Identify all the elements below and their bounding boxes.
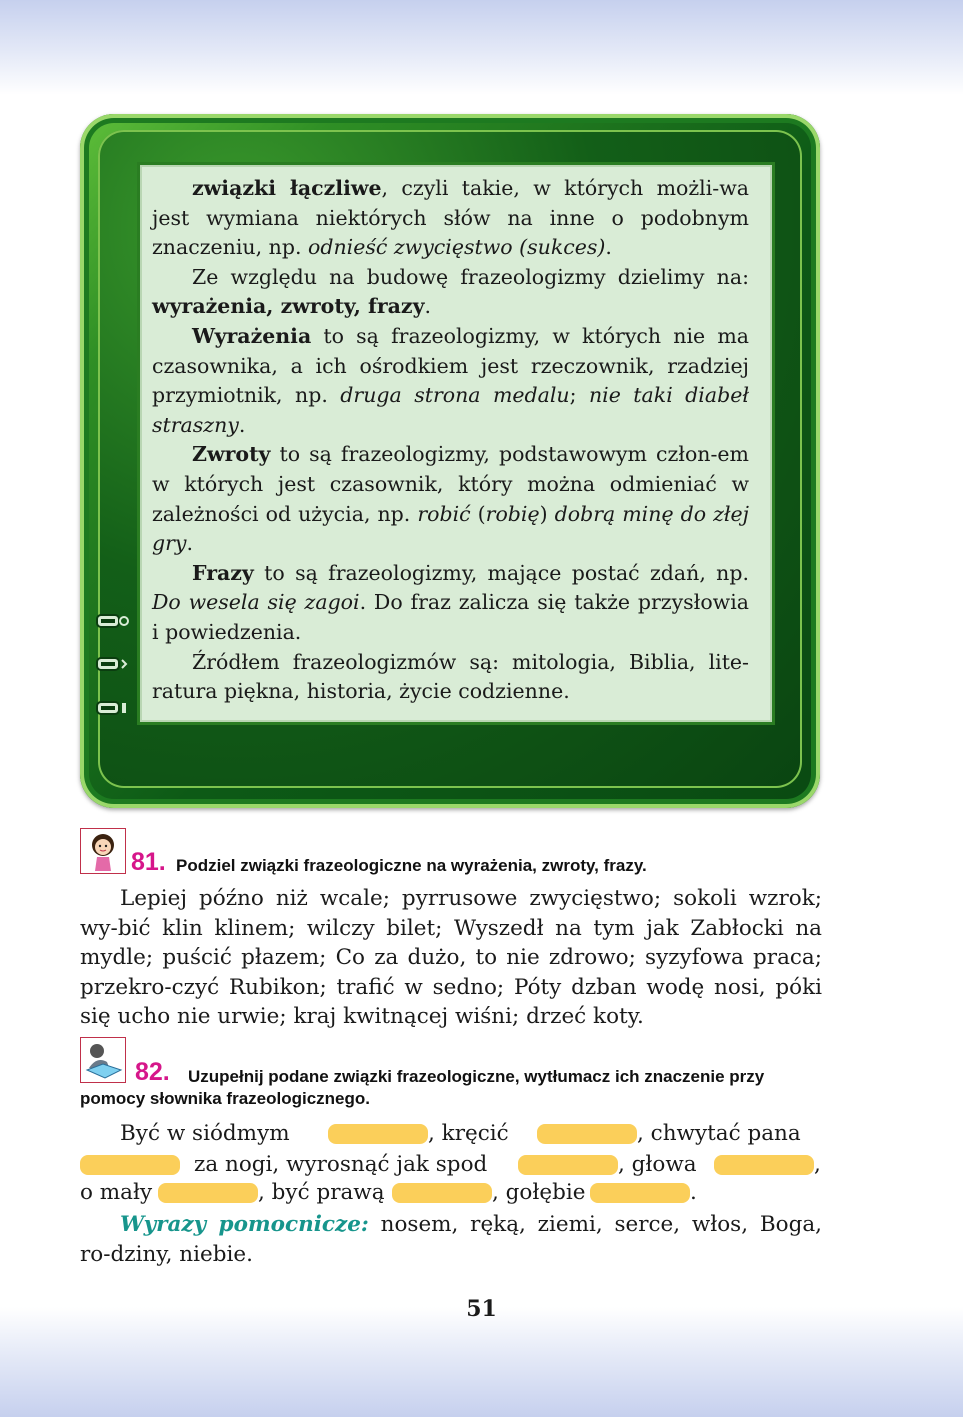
frame-text-segment: to są frazeologizmy, w których nie ma czasownika, a ich ośrodkiem jest rzeczownik, rzadziej przymiotnik, np.	[152, 323, 749, 408]
frame-text-segment: ;	[569, 383, 589, 408]
frame-text-segment: to są frazeologizmy, mające postać zdań, np.	[253, 560, 749, 585]
frame-text-segment: .	[238, 412, 246, 437]
fill-text: za nogi, wyrosnąć jak spod	[194, 1152, 488, 1177]
answer-blank[interactable]	[80, 1155, 180, 1175]
helper-words-block	[80, 1210, 822, 1269]
frame-paragraph	[152, 174, 749, 263]
page-number: 51	[466, 1296, 497, 1322]
frame-text-segment: Ze względu na budowę frazeologizmy dzielimy na:	[192, 264, 749, 289]
frame-text-segment: dobrą minę do złej gry	[152, 501, 749, 556]
answer-blank[interactable]	[590, 1183, 690, 1203]
frame-text-segment: , czyli takie, w których możli-wa jest wymiana niektórych słów na inne o podobnym znaczeniu, np.	[152, 176, 749, 260]
frame-paragraph	[152, 648, 749, 707]
frame-text-segment: Zwroty	[192, 442, 271, 467]
fill-text: , kręcić	[428, 1121, 509, 1146]
tablet-button-icon	[96, 700, 130, 716]
exercise-81-text	[80, 884, 822, 1032]
frame-text-segment: . Do fraz zalicza się także przysłowia i powiedzenia.	[152, 590, 749, 644]
answer-blank[interactable]	[518, 1155, 618, 1175]
frame-text-segment: )	[539, 501, 555, 526]
frame-text-segment: Do wesela się zagoi	[152, 590, 360, 615]
answer-blank[interactable]	[537, 1124, 637, 1144]
fill-text: , głowa	[618, 1152, 697, 1177]
frame-text-segment: druga strona medalu	[340, 383, 570, 408]
frame-text-segment: nie taki diabeł straszny	[152, 383, 749, 437]
fill-text: .	[690, 1180, 697, 1205]
frame-text-segment: .	[186, 531, 194, 556]
fill-line-2	[80, 1150, 822, 1179]
frame-text-segment: robię	[485, 501, 540, 526]
frame-text-segment: Wyrażenia	[192, 323, 312, 348]
tablet-button-icon	[96, 656, 130, 672]
frame-text-segment: odnieść zwycięstwo (sukces)	[308, 235, 606, 260]
frame-text-segment: robić	[417, 501, 471, 526]
helper-words-list: nosem, ręką, ziemi, serce, włos, Boga, ro-dziny, niebie.	[80, 1212, 822, 1267]
frame-text-segment: wyrażenia, zwroty, frazy	[152, 294, 425, 319]
frame-paragraph	[152, 440, 749, 558]
frame-text-segment: Źródłem frazeologizmów są: mitologia, Biblia, lite-ratura piękna, historia, życie codzienne.	[152, 649, 749, 704]
answer-blank[interactable]	[158, 1183, 258, 1203]
fill-text: , być prawą	[258, 1180, 385, 1205]
answer-blank[interactable]	[392, 1183, 492, 1203]
answer-blank[interactable]	[714, 1155, 814, 1175]
answer-blank[interactable]	[328, 1124, 428, 1144]
exercise-81-title: Podziel związki frazeologiczne na wyrażenia, zwroty, frazy.	[176, 856, 647, 875]
tablet-button-icon	[96, 613, 130, 629]
fill-text: ,	[814, 1152, 821, 1177]
exercise-82-number: 82.	[135, 1058, 170, 1086]
fill-text: , gołębie	[492, 1180, 586, 1205]
frame-text-segment: .	[424, 294, 432, 319]
exercise-81-number: 81.	[131, 848, 166, 876]
frame-paragraph	[152, 322, 749, 440]
page-footer-gradient	[0, 1307, 963, 1417]
frame-text-segment: Frazy	[192, 560, 254, 585]
frame-paragraph	[152, 559, 749, 648]
frame-text-block	[152, 174, 749, 707]
fill-text: Być w siódmym	[120, 1121, 290, 1146]
frame-text-segment: związki łączliwe	[192, 176, 382, 200]
fill-line-3	[80, 1178, 822, 1207]
fill-text: , chwytać pana	[637, 1121, 801, 1146]
frame-paragraph	[152, 263, 749, 322]
frame-text-segment: to są frazeologizmy, podstawowym człon-em w których jest czasownik, który można odmieniać w zależności od użycia, np.	[152, 442, 749, 526]
frame-text-segment: (	[470, 501, 486, 526]
page-header-gradient	[0, 0, 963, 95]
fill-line-1	[80, 1119, 822, 1148]
helper-words-label: Wyrazy pomocnicze:	[120, 1212, 369, 1237]
girl-icon	[80, 828, 126, 874]
frame-text-segment: .	[605, 235, 612, 260]
fill-text: o mały	[80, 1180, 153, 1205]
exercise-82-title: Uzupełnij podane związki frazeologiczne, wytłumacz ich znaczenie przy pomocy słownika frazeologicznego.	[80, 1067, 765, 1108]
exercise-81-paragraph: Lepiej późno niż wcale; pyrrusowe zwycięstwo; sokoli wzrok; wy-bić klin klinem; wilczy bilet; Wyszedł na tym jak Zabłocki na mydle; puścić płazem; Co za dużo, to nie zdrowo; syzyfowa praca; przekro-czyć Rubikon; trafić w sedno; Póty dzban wodę nosi, póki się ucho nie urwie; kraj kwitnącej wiśni; drzeć koty.	[80, 886, 822, 1029]
